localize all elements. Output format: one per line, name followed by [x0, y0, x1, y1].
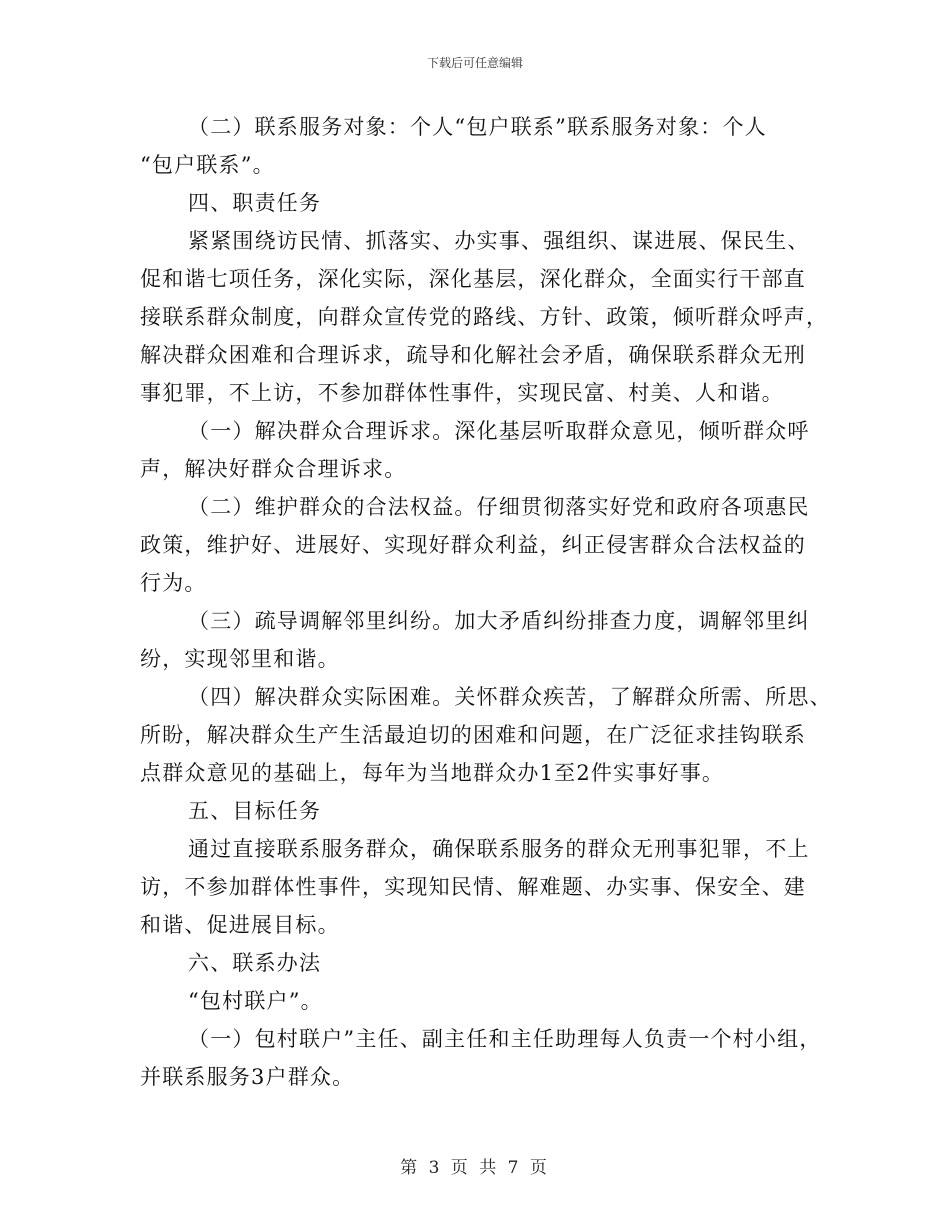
text-line: 政策，维护好、进展好、实现好群众利益，纠正侵害群众合法权益的 [140, 533, 806, 557]
text-line: （四）解决群众实际困难。关怀群众疾苦，了解群众所需、所思、 [188, 685, 832, 709]
text-line: 纷，实现邻里和谐。 [140, 647, 340, 671]
text-line: 接联系群众制度，向群众宣传党的路线、方针、政策，倾听群众呼声， [140, 305, 829, 329]
text-line: 并联系服务3户群众。 [140, 1065, 355, 1089]
text-line: “包村联户”。 [188, 989, 323, 1013]
page-header: 下载后可任意编辑 [426, 56, 523, 70]
text-line: 五、目标任务 [188, 799, 322, 823]
text-line: （二）维护群众的合法权益。仔细贯彻落实好党和政府各项惠民 [188, 495, 810, 519]
text-line: 访，不参加群体性事件，实现知民情、解难题、办实事、保安全、建 [140, 875, 806, 899]
text-line: 和谐、促进展目标。 [140, 913, 340, 937]
text-line: （二）联系服务对象：个人“包户联系”联系服务对象：个人 [188, 115, 767, 139]
text-line: 事犯罪，不上访，不参加群体性事件，实现民富、村美、人和谐。 [140, 381, 784, 405]
text-line: “包户联系”。 [140, 153, 275, 177]
text-line: 解决群众困难和合理诉求，疏导和化解社会矛盾，确保联系群众无刑 [140, 343, 806, 367]
text-line: 声，解决好群众合理诉求。 [140, 457, 407, 481]
text-line: 点群众意见的基础上，每年为当地群众办1至2件实事好事。 [140, 761, 725, 785]
document-body [140, 108, 832, 1096]
text-line: 所盼，解决群众生产生活最迫切的困难和问题，在广泛征求挂钩联系 [140, 723, 806, 747]
text-line: 四、职责任务 [188, 191, 322, 215]
page-number: 第 3 页 共 7 页 [400, 1158, 550, 1178]
text-line: 行为。 [140, 571, 207, 595]
text-line: 通过直接联系服务群众，确保联系服务的群众无刑事犯罪，不上 [188, 837, 810, 861]
text-line: 紧紧围绕访民情、抓落实、办实事、强组织、谋进展、保民生、 [188, 229, 810, 253]
text-line: （一）解决群众合理诉求。深化基层听取群众意见，倾听群众呼 [188, 419, 810, 443]
text-line: （一）包村联户”主任、副主任和主任助理每人负责一个村小组， [188, 1027, 822, 1051]
text-line: 促和谐七项任务，深化实际，深化基层，深化群众，全面实行干部直 [140, 267, 806, 291]
text-line: 六、联系办法 [188, 951, 322, 975]
text-line: （三）疏导调解邻里纠纷。加大矛盾纠纷排查力度，调解邻里纠 [188, 609, 810, 633]
